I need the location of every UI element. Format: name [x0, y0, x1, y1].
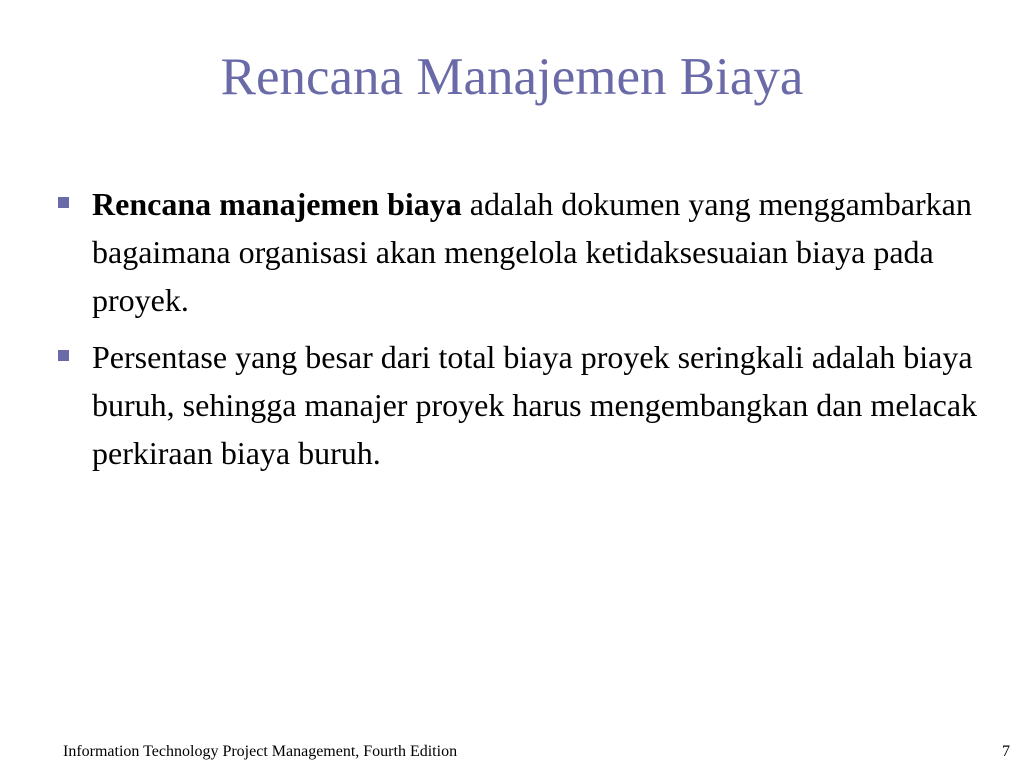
bullet-2-text: Persentase yang besar dari total biaya proyek seringkali adalah biaya buruh, sehingga manajer proyek harus mengembangkan dan melacak perkiraan biaya buruh. [92, 339, 978, 471]
square-bullet-icon [58, 197, 69, 208]
square-bullet-icon [58, 350, 69, 361]
footer-source: Information Technology Project Management, Fourth Edition [63, 743, 458, 760]
page-number: 7 [1002, 743, 1010, 760]
bullet-item-2 [52, 333, 992, 477]
slide-title: Rencana Manajemen Biaya [220, 48, 804, 106]
bullet-1-text: adalah dokumen yang menggambarkan bagaimana organisasi akan mengelola ketidaksesuaian biaya pada proyek. [92, 186, 972, 318]
bullet-list [52, 180, 992, 486]
bullet-item-1 [52, 180, 992, 324]
bullet-1-bold-term: Rencana manajemen biaya [92, 186, 462, 222]
